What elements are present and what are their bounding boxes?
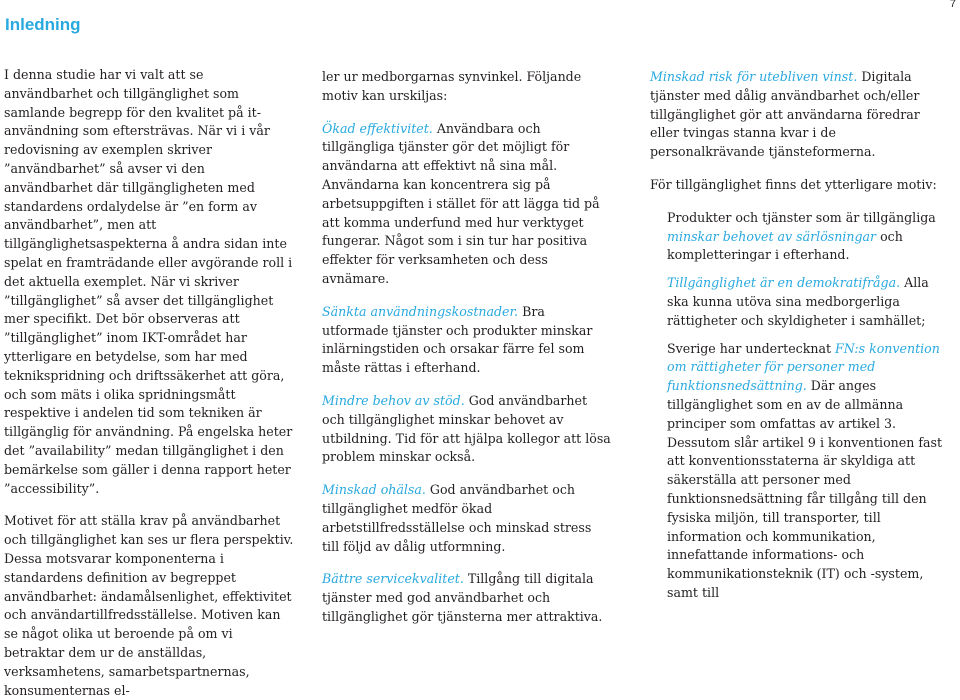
motive-text: Användbara och tillgängliga tjänster gör det möjligt för användarna att effektivt nå sina mål. Användarna kan koncentrera sig på arbetsuppgiften i stället för att lägga tid på att komma underfund med hur verktyget fungerar. Något som i sin tur har positiva effekter för verksamheten och dess avnämare. bbox=[322, 120, 600, 286]
motive-text: Digitala tjänster med dålig användbarhet och/eller tillgänglighet gör att användarna föredrar eller tvingas stanna kvar i de personalkrävande tjänsteformerna. bbox=[650, 69, 920, 160]
motive-item bbox=[322, 303, 612, 378]
motive-lead: Minskad risk för utebliven vinst. bbox=[650, 69, 858, 84]
highlight-text: minskar behovet av särlösningar bbox=[667, 228, 877, 244]
column-1 bbox=[4, 66, 294, 700]
page-number: 7 bbox=[949, 0, 956, 10]
item-text: Där anges tillgänglighet som en av de allmänna principer som omfattas av artikel 3. Dessutom slår artikel 9 i konventionen fast att konventionsstaterna är skyldiga att säkerställa att personer med funktionsnedsättning får tillgång till den fysiska miljön, till transporter, till information och kommunikation, innefattande informations- och kommunikationsteknik (IT) och -system, samt till bbox=[667, 378, 943, 600]
paragraph: För tillgänglighet finns det ytterligare motiv: bbox=[650, 176, 937, 192]
motive-item bbox=[322, 481, 612, 556]
column-3 bbox=[650, 68, 950, 603]
motive-lead: Bättre servicekvalitet. bbox=[322, 571, 464, 587]
item-text: Sverige har undertecknat bbox=[667, 340, 836, 356]
motive-item bbox=[650, 68, 950, 162]
item-text: och kompletteringar i efterhand. bbox=[667, 228, 903, 263]
motive-lead: Ökad effektivitet. bbox=[322, 120, 433, 136]
motive-item bbox=[322, 120, 612, 289]
paragraph: I denna studie har vi valt att se användbarhet och tillgänglighet som samlande begrepp för den kvalitet på it-användning som eftersträvas. När vi i vår redovisning av exemplen skriver ”användbarhet” så avser vi den användbarhet där tillgängligheten med standardens ordalydelse är ”en form av användbarhet”, men att tillgänglighetsaspekterna å andra sidan inte spelat en framträdande eller avgörande roll i det aktuella exemplet. När vi skriver ”tillgänglighet” så avser det tillgänglighet mer specifikt. Det bör observeras att ”tillgänglighet” inom IKT-området har ytterligare en betydelse, som har med teknikspridning och driftssäkerhet att göra, och som mäts i olika spridningsmått respektive i andelen tid som tekniken är tillgänglig för användning. På engelska heter det ”availability” medan tillgänglighet i den bemärkelse som gäller i denna rapport heter ”accessibility”. bbox=[4, 67, 293, 496]
item-lead: Tillgänglighet är en demokratifråga. bbox=[667, 275, 901, 291]
item-text: Alla ska kunna utöva sina medborgerliga rättigheter och skyldigheter i samhället; bbox=[667, 275, 929, 328]
indented-item bbox=[650, 209, 950, 265]
indented-item bbox=[650, 340, 950, 603]
motive-text: Bra utformade tjänster och produkter minskar inlärningstiden och orsakar färre fel som måste rättas i efterhand. bbox=[322, 303, 593, 376]
motive-lead: Sänkta användningskostnader. bbox=[322, 303, 519, 319]
paragraph: Motivet för att ställa krav på användbarhet och tillgänglighet kan ses ur flera perspektiv. Dessa motsvarar komponenterna i standardens definition av begreppet användbarhet: ändamålsenlighet, effektivitet och användartillfredsställelse. Motiven kan se något olika ut beroende på om vi betraktar dem ur de anställdas, verksamhetens, samarbetspartnernas, konsumenternas el- bbox=[4, 513, 294, 698]
motive-text: Tillgång till digitala tjänster med god användbarhet och tillgänglighet gör tjänsterna mer attraktiva. bbox=[322, 571, 603, 624]
motive-text: God användbarhet och tillgänglighet medför ökad arbetstillfredsställelse och minskad stress till följd av dålig utformning. bbox=[322, 482, 592, 554]
indented-item bbox=[650, 274, 950, 330]
convention-link[interactable]: FN:s konvention om rättigheter för personer med funktionsnedsättning. bbox=[667, 340, 940, 394]
section-title: Inledning bbox=[5, 15, 81, 34]
motive-lead: Mindre behov av stöd. bbox=[322, 392, 465, 408]
motive-item bbox=[322, 570, 612, 626]
motive-item bbox=[322, 392, 612, 467]
item-text: Produkter och tjänster som är tillgängliga bbox=[667, 209, 936, 225]
motive-text: God användbarhet och tillgänglighet minskar behovet av utbildning. Tid för att hjälpa kollegor att lösa problem minskar också. bbox=[322, 392, 611, 465]
motive-lead: Minskad ohälsa. bbox=[322, 482, 426, 498]
column-2 bbox=[322, 68, 612, 627]
paragraph: ler ur medborgarnas synvinkel. Följande motiv kan urskiljas: bbox=[322, 69, 582, 103]
